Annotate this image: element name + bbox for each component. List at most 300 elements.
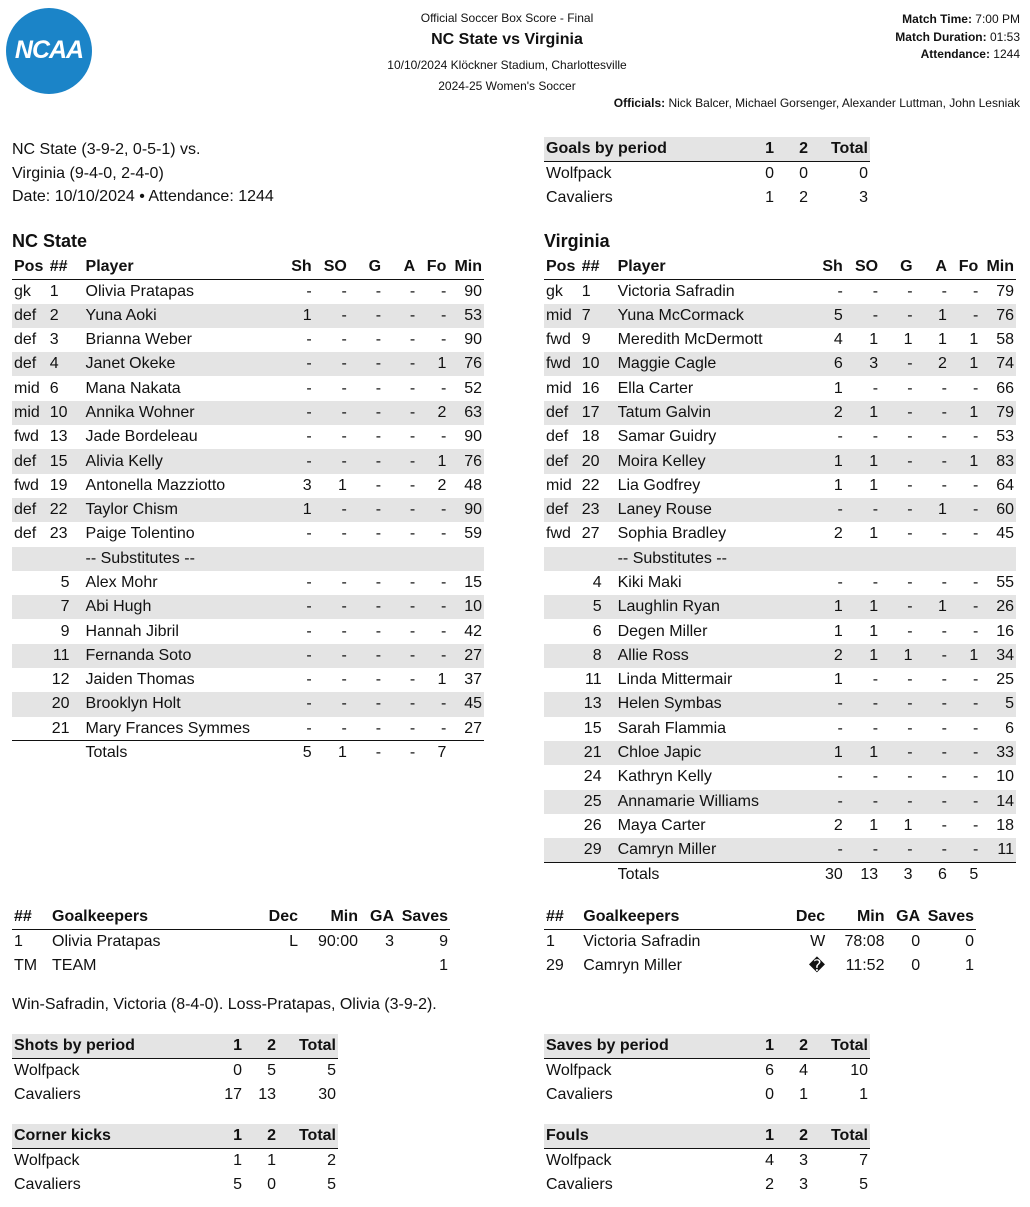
stat-cell: 3 [776,1173,810,1197]
player-name-cell: Degen Miller [617,622,708,640]
table-header-row [12,905,450,929]
number-cell: 1 [581,282,591,300]
player-name-cell: Mana Nakata [85,379,181,397]
player-row [544,838,1016,862]
total-cell: 3 [880,862,914,886]
min-cell: 64 [996,476,1014,494]
player-name-cell: Laney Rouse [616,498,812,522]
team-name-cell: Cavaliers [544,1173,734,1197]
column-header: Goalkeepers [583,907,680,925]
season: 2024-25 Women's Soccer [438,79,576,93]
fo-cell: - [441,719,447,737]
min-cell: 60 [980,498,1016,522]
fo-cell: - [972,671,979,689]
pos-cell [544,790,580,814]
stat-cell: 1 [734,186,776,210]
info-line: NC State (3-9-2, 0-5-1) vs. [12,141,201,158]
number-cell: 23 [49,525,68,543]
fo-cell: - [949,498,980,522]
pos-cell: fwd [546,525,571,543]
fo-cell: - [949,741,980,765]
total-cell: 30 [812,862,845,886]
so-cell: 1 [845,449,880,473]
table-title: Shots by period [12,1034,202,1058]
number-cell: 23 [580,498,616,522]
total-cell: 5 [281,741,314,765]
a-cell: - [941,816,947,834]
so-cell: - [341,428,347,446]
total-cell: 13 [845,862,880,886]
g-cell: - [375,331,382,349]
stat-cell: 1 [810,1083,870,1107]
sh-cell: - [812,838,845,862]
pos-cell: mid [14,379,40,397]
player-name-cell: Abi Hugh [84,595,281,619]
stat-cell: 3 [776,1148,810,1172]
g-cell: - [907,574,913,591]
g-cell: - [907,719,913,737]
so-cell: - [872,282,879,300]
total-cell [448,741,484,765]
column-header: 1 [734,137,776,161]
so-cell: - [341,525,347,543]
g-cell: 1 [880,644,914,668]
a-cell: - [409,331,416,349]
saves-cell: 0 [922,929,976,953]
a-cell: - [915,401,949,425]
so-cell: - [845,790,880,814]
table-row [12,1083,338,1107]
sh-cell: 4 [833,331,843,349]
sh-cell: 1 [281,498,314,522]
fo-cell: - [441,622,447,640]
so-cell: - [341,331,347,349]
player-name-cell: Taylor Chism [84,498,281,522]
player-name-cell: Sarah Flammia [617,719,727,737]
player-row [544,692,1016,716]
sh-cell: 2 [833,525,843,543]
pos-cell: def [14,525,37,543]
stat-cell: 0 [734,1083,776,1107]
a-cell: - [915,692,949,716]
goalkeeper-row [544,954,976,978]
min-cell: 90 [448,498,484,522]
team-name-cell: Cavaliers [544,1083,734,1107]
player-name-cell: Jaiden Thomas [85,671,195,689]
column-header: Total [810,1034,870,1058]
fo-cell: - [972,719,979,737]
min-cell: 79 [980,401,1016,425]
min-cell: 26 [980,595,1016,619]
sh-cell: - [281,595,314,619]
stat-cell: 6 [734,1058,776,1082]
player-row [544,401,1016,425]
sh-cell: 1 [833,671,843,689]
player-name-cell: Kiki Maki [617,574,682,591]
player-row [12,595,484,619]
column-header: Saves [927,907,974,925]
column-header: Sh [822,257,843,275]
player-row [12,304,484,328]
g-cell: - [375,428,382,446]
stat-cell: 4 [734,1148,776,1172]
team-name-cell: Wolfpack [544,161,734,185]
fo-cell: 1 [949,449,980,473]
sh-cell: - [306,719,312,737]
column-header: 1 [734,1124,776,1148]
saves-cell: 1 [922,954,976,978]
number-cell: 9 [60,622,70,640]
number-cell: 16 [581,379,600,397]
number-cell: 13 [580,692,616,716]
min-cell: 58 [996,331,1014,349]
player-row [544,717,1016,741]
number-cell: 5 [60,574,70,591]
player-row [544,790,1016,814]
min-cell: 45 [996,525,1014,543]
stat-cell: 3 [810,186,870,210]
player-name-cell: Olivia Pratapas [85,282,195,300]
goalkeeper-name-cell: Victoria Safradin [581,929,778,953]
goalkeeper-name-cell: Camryn Miller [581,954,778,978]
stat-cell: 10 [810,1058,870,1082]
min-cell: 63 [448,401,484,425]
min-cell: 27 [448,644,484,668]
table-row [544,186,870,210]
officials-label: Officials: [613,96,666,110]
fo-cell: - [972,476,979,494]
player-row [544,668,1016,692]
column-header: SO [323,257,347,275]
a-cell: - [383,401,417,425]
team-name-cell: Cavaliers [12,1173,202,1197]
column-header: 2 [244,1124,278,1148]
a-cell: - [409,719,416,737]
g-cell: - [375,719,382,737]
sh-cell: - [306,282,312,300]
player-row [12,498,484,522]
sh-cell: 6 [812,352,845,376]
player-row [12,522,484,546]
minutes-cell [300,954,360,978]
pos-cell [12,717,48,741]
column-header: Player [617,257,666,275]
player-row [544,352,1016,376]
player-row [544,619,1016,643]
column-header: 2 [776,1034,810,1058]
stat-cell: 1 [202,1148,244,1172]
so-cell: 1 [869,476,879,494]
pos-cell [544,668,580,692]
sh-cell: - [812,498,845,522]
pos-cell: fwd [14,476,39,494]
so-cell: - [341,671,347,689]
player-row [12,449,484,473]
player-row [544,498,1016,522]
goals-against-cell [360,954,396,978]
virginia-goalkeepers-table [544,905,976,978]
doc-type: Official Soccer Box Score - Final [420,11,594,25]
number-cell: 11 [48,644,84,668]
number-cell: 27 [581,525,600,543]
player-row [12,619,484,643]
a-cell: - [383,595,417,619]
g-cell: - [375,671,382,689]
pos-cell: mid [546,379,572,397]
a-cell: - [941,622,947,640]
player-name-cell: Fernanda Soto [84,644,281,668]
match-meta [895,11,1020,64]
player-name-cell: Janet Okeke [84,352,281,376]
so-cell: - [845,498,880,522]
sh-cell: - [837,574,843,591]
player-name-cell: Victoria Safradin [617,282,735,300]
stat-cell: 7 [810,1148,870,1172]
number-cell: 12 [51,671,70,689]
min-cell: 34 [980,644,1016,668]
sh-cell: - [837,719,843,737]
player-name-cell: Annamarie Williams [616,790,812,814]
a-cell: - [409,671,416,689]
so-cell: 1 [337,476,347,494]
g-cell: - [907,622,913,640]
stat-cell: 0 [202,1058,244,1082]
player-row [12,668,484,692]
number-cell: 25 [580,790,616,814]
g-cell: - [349,304,383,328]
column-header: Fo [958,257,979,275]
player-name-cell: Jade Bordeleau [85,428,198,446]
pos-cell: def [544,498,580,522]
player-row [544,595,1016,619]
total-cell: 5 [949,862,980,886]
min-cell: 90 [464,331,482,349]
stat-cell: 17 [202,1083,244,1107]
min-cell: 53 [996,428,1014,446]
player-name-cell: Camryn Miller [616,838,812,862]
a-cell: - [941,525,947,543]
total-cell: 7 [417,741,448,765]
column-header: Dec [268,907,298,925]
player-name-cell: Kathryn Kelly [617,768,712,786]
pos-cell: def [12,352,48,376]
so-cell: - [314,401,349,425]
a-cell: - [941,282,947,300]
column-header: 2 [776,1124,810,1148]
column-header: A [935,257,947,275]
player-name-cell: Yuna McCormack [616,304,812,328]
column-header: Pos [14,257,44,275]
pos-cell: def [544,449,580,473]
number-cell: 24 [583,768,602,786]
stat-cell: 0 [810,161,870,185]
so-cell: - [872,379,879,397]
a-cell: - [941,768,947,786]
page-title: NC State vs Virginia [431,31,583,48]
number-cell: 29 [544,954,581,978]
sh-cell: 1 [833,476,843,494]
a-cell: - [383,449,417,473]
decision-cell: L [250,929,300,953]
min-cell: 14 [980,790,1016,814]
min-cell: 52 [464,379,482,397]
min-cell: 10 [448,595,484,619]
fo-cell: 1 [949,401,980,425]
a-cell: - [383,304,417,328]
stat-cell: 5 [244,1058,278,1082]
g-cell: - [880,838,914,862]
min-cell: 42 [464,622,482,640]
goalkeeper-name-cell: TEAM [50,954,250,978]
team-heading-virginia: Virginia [544,231,610,251]
minutes-cell: 11:52 [827,954,886,978]
g-cell: - [375,574,382,591]
number-cell: 10 [580,352,616,376]
min-cell: 5 [980,692,1016,716]
player-name-cell: Brianna Weber [85,331,192,349]
pos-cell: def [14,331,37,349]
a-cell: - [915,790,949,814]
fo-cell: 2 [417,401,448,425]
min-cell: 74 [980,352,1016,376]
decision-cell: � [778,954,827,978]
g-cell: - [907,428,913,446]
so-cell: 1 [845,595,880,619]
fo-cell: - [441,282,447,300]
so-cell: - [314,304,349,328]
min-cell: 76 [448,449,484,473]
a-cell: - [409,379,416,397]
so-cell: - [872,428,879,446]
min-cell: 83 [980,449,1016,473]
a-cell: 1 [915,498,949,522]
number-cell: 13 [49,428,68,446]
number-cell: 20 [580,449,616,473]
so-cell: 1 [869,622,879,640]
number-cell: 7 [48,595,84,619]
corner-kicks-table [12,1124,338,1197]
player-row [544,328,1016,352]
a-cell: - [941,379,947,397]
sh-cell: - [306,379,312,397]
column-header: A [403,257,416,275]
a-cell: - [941,574,947,591]
substitutes-row [544,547,1016,571]
player-name-cell: Maggie Cagle [616,352,812,376]
column-header: Goalkeepers [52,907,149,925]
number-cell: 29 [580,838,616,862]
stat-cell: 2 [734,1173,776,1197]
so-cell: - [872,574,879,591]
player-name-cell: Alivia Kelly [84,449,281,473]
fo-cell: - [949,304,980,328]
g-cell: - [349,644,383,668]
goalkeeper-row [12,929,450,953]
min-cell: 90 [464,428,482,446]
column-header: G [900,257,913,275]
match-info [12,138,274,209]
sh-cell: 2 [833,816,843,834]
g-cell: - [880,352,914,376]
column-header: ## [581,257,600,275]
player-name-cell: Antonella Mazziotto [85,476,226,494]
ncaa-logo [6,8,92,94]
table-row [544,1083,870,1107]
g-cell: - [349,401,383,425]
min-cell: 76 [980,304,1016,328]
table-row [12,1173,338,1197]
column-header: ## [49,257,68,275]
fo-cell: - [972,282,979,300]
fo-cell: - [417,692,448,716]
team-name-cell: Cavaliers [12,1083,202,1107]
stat-cell: 4 [776,1058,810,1082]
g-cell: - [349,692,383,716]
column-header: Sh [291,257,312,275]
player-row [544,279,1016,303]
column-header: 1 [202,1034,244,1058]
stat-cell: 0 [734,161,776,185]
pos-cell [544,814,580,838]
number-cell: 22 [48,498,84,522]
player-name-cell: Linda Mittermair [617,671,733,689]
pos-cell: def [12,449,48,473]
so-cell: - [845,692,880,716]
table-header-row [544,137,870,161]
team-name-cell: Wolfpack [544,1148,734,1172]
g-cell: - [375,282,382,300]
player-name-cell: Ella Carter [617,379,694,397]
sh-cell: - [837,768,843,786]
fo-cell: - [441,379,447,397]
pos-cell: fwd [546,331,571,349]
min-cell: 11 [980,838,1016,862]
totals-label: Totals [616,862,812,886]
g-cell: - [880,401,914,425]
a-cell: - [383,352,417,376]
a-cell: 2 [915,352,949,376]
table-row [12,1148,338,1172]
pos-cell: def [12,304,48,328]
stat-cell: 0 [776,161,810,185]
a-cell: - [941,671,947,689]
sh-cell: - [837,428,843,446]
so-cell: - [314,644,349,668]
min-cell: 76 [448,352,484,376]
sh-cell: - [281,401,314,425]
officials [614,96,1020,110]
g-cell: - [907,768,913,786]
stat-cell: 2 [278,1148,338,1172]
number-cell: 18 [581,428,600,446]
a-cell: - [409,574,416,591]
totals-row [12,741,484,765]
a-cell: - [409,476,416,494]
number-cell: 6 [49,379,59,397]
fo-cell: - [417,595,448,619]
g-cell: - [375,525,382,543]
match-duration: 01:53 [989,29,1020,44]
player-name-cell: Maya Carter [617,816,706,834]
fo-cell: - [417,304,448,328]
g-cell: - [880,498,914,522]
number-cell: 17 [580,401,616,425]
player-name-cell: Paige Tolentino [85,525,195,543]
player-name-cell: Helen Symbas [616,692,812,716]
player-row [544,765,1016,789]
total-cell: - [349,741,383,765]
sh-cell: 5 [812,304,845,328]
